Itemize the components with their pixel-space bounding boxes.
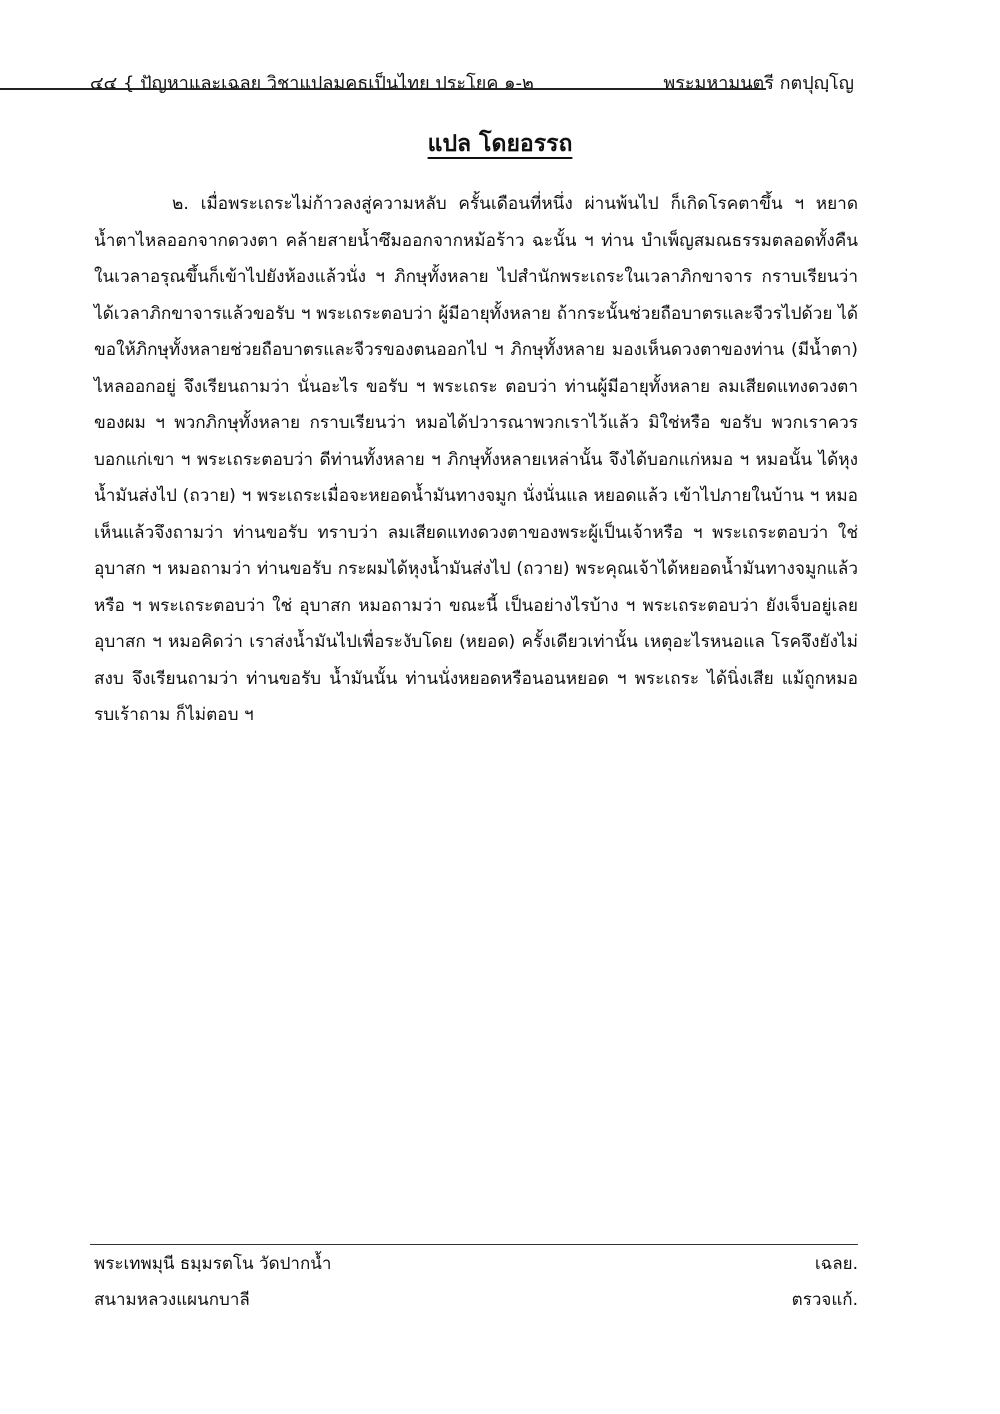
section-title-text: แปล โดยอรรถ [427,131,573,157]
section-title [0,126,1000,162]
footer-answer-label: เฉลย. [814,1254,858,1274]
footer-reviewer: สนามหลวงแผนกบาลี [94,1290,250,1310]
header-author: พระมหามนตรี กตปุญฺโญ [663,73,854,94]
footer-review-label: ตรวจแก้. [791,1290,858,1310]
header-book-title: ๔๔ { ปัญหาและเฉลย วิชาแปลมคธเป็นไทย ประโยค ๑-๒ [90,73,534,94]
translation-paragraph [94,186,858,734]
footer-rule [90,1244,858,1245]
footer-answerer: พระเทพมุนี ธมฺมรตโน วัดปากน้ำ [94,1254,332,1274]
translation-text: ๒. เมื่อพระเถระไม่ก้าวลงสู่ความหลับ ครั้นเดือนที่หนึ่ง ผ่านพ้นไป ก็เกิดโรคตาขึ้น ฯ หยาดน้ำตาไหลออกจากดวงตา คล้ายสายน้ำซึมออกจากหม้อร้าว ฉะนั้น ฯ ท่าน บำเพ็ญสมณธรรมตลอดทั้งคืน ในเวลาอรุณขึ้นก็เข้าไปยังห้องแล้วนั่ง ฯ ภิกษุทั้งหลาย ไปสำนักพระเถระในเวลาภิกขาจาร กราบเรียนว่า ได้เวลาภิกขาจารแล้วขอรับ ฯ พระเถระตอบว่า ผู้มีอายุทั้งหลาย ถ้ากระนั้นช่วยถือบาตรและจีวรไปด้วย ได้ขอให้ภิกษุทั้งหลายช่วยถือบาตรและจีวรของตนออกไป ฯ ภิกษุทั้งหลาย มองเห็นดวงตาของท่าน (มีน้ำตา) ไหลออกอยู่ จึงเรียนถามว่า นั่นอะไร ขอรับ ฯ พระเถระ ตอบว่า ท่านผู้มีอายุทั้งหลาย ลมเสียดแทงดวงตาของผม ฯ พวกภิกษุทั้งหลาย กราบเรียนว่า หมอได้ปวารณาพวกเราไว้แล้ว มิใช่หรือ ขอรับ พวกเราควรบอกแก่เขา ฯ พระเถระตอบว่า ดีท่านทั้งหลาย ฯ ภิกษุทั้งหลายเหล่านั้น จึงได้บอกแก่หมอ ฯ หมอนั้น ได้หุงน้ำมันส่งไป (ถวาย) ฯ พระเถระเมื่อจะหยอดน้ำมันทางจมูก นั่งนั่นแล หยอดแล้ว เข้าไปภายในบ้าน ฯ หมอเห็นแล้วจึงถามว่า ท่านขอรับ ทราบว่า ลมเสียดแทงดวงตาของพระผู้เป็นเจ้าหรือ ฯ พระเถระตอบว่า ใช่ อุบาสก ฯ หมอถามว่า ท่านขอรับ กระผมได้หุงน้ำมันส่งไป (ถวาย) พระคุณเจ้าได้หยอดน้ำมันทางจมูกแล้วหรือ ฯ พระเถระตอบว่า ใช่ อุบาสก หมอถามว่า ขณะนี้ เป็นอย่างไรบ้าง ฯ พระเถระตอบว่า ยังเจ็บอยู่เลย อุบาสก ฯ หมอคิดว่า เราส่งน้ำมันไปเพื่อระงับโดย (หยอด) ครั้งเดียวเท่านั้น เหตุอะไรหนอแล โรคจึงยังไม่สงบ จึงเรียนถามว่า ท่านขอรับ น้ำมันนั้น ท่านนั่งหยอดหรือนอนหยอด ฯ พระเถระ ได้นิ่งเสีย แม้ถูกหมอรบเร้าถาม ก็ไม่ตอบ ฯ [94,194,858,725]
header-rule [0,88,766,90]
